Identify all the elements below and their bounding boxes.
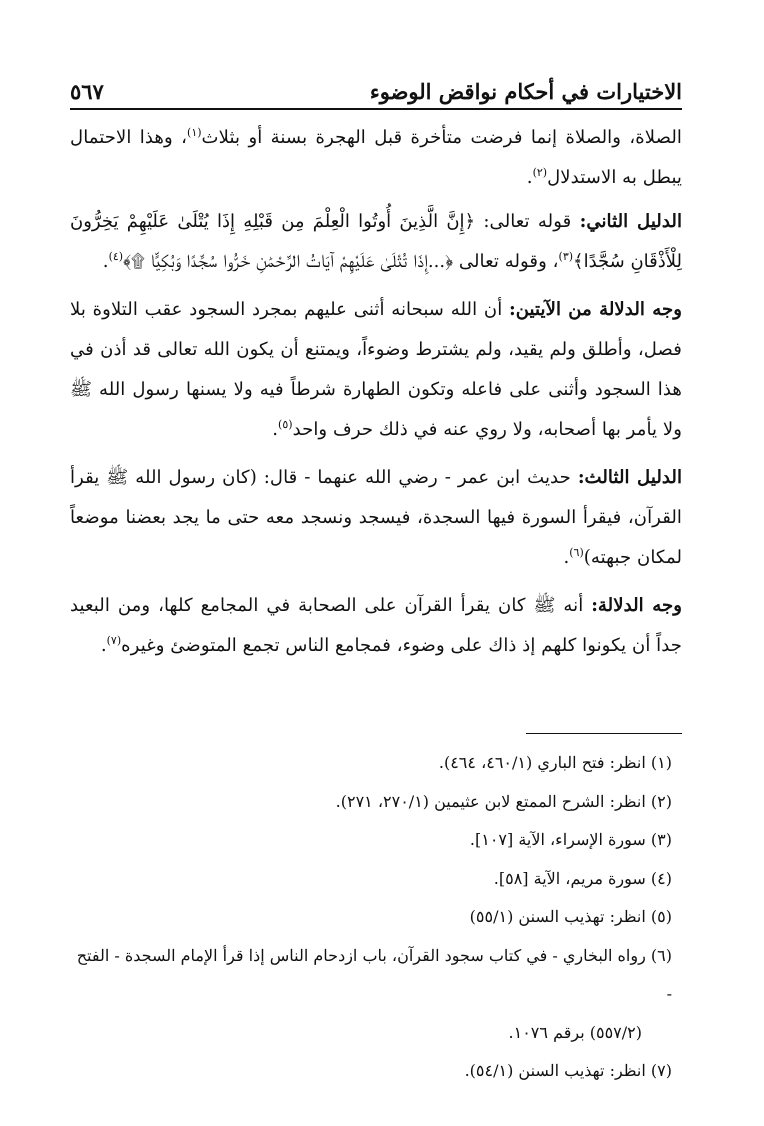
paragraph-text: أن الله سبحانه أثنى عليهم بمجرد السجود عقب التلاوة بلا فصل، وأطلق ولم يقيد، ولم يشترط وضوءاً، ويمتنع أن يكون الله تعالى قد أذن في هذا السجود وأثنى على فاعله وتكون الطهارة شرطاً فيه ولا يسنها رسول الله ﷺ ولا يأمر بها أصحابه، ولا روي عنه في ذلك حرف واحد [70,299,682,440]
paragraph-evidence-point [70,290,682,450]
footnote-item: (٥) انظر: تهذيب السنن (٥٥/١) [469,907,672,926]
paragraph-third-evidence [70,458,682,578]
footnote-item: (٣) سورة الإسراء، الآية [١٠٧]. [469,830,672,849]
paragraph-end: . [272,419,279,440]
paragraph-end: . [563,547,570,568]
footnote-item: (٧) انظر: تهذيب السنن (٥٤/١). [464,1061,672,1080]
quran-verse: ﴿...إِذَا تُتْلَىٰ عَلَيْهِمْ آيَاتُ الرَّحْمَٰنِ خَرُّوا سُجَّدًا وَبُكِيًّا ۩﴾ [123,251,454,272]
paragraph-text: قوله تعالى: [475,211,580,232]
footnote-ref: (٦) [569,545,584,559]
footnote-separator [526,733,682,734]
quran-verse: ﴿إِنَّ الَّذِينَ أُوتُوا الْعِلْمَ مِن قَبْلِهِ إِذَا يُتْلَىٰ عَلَيْهِمْ يَخِرُّونَ لِلْأَذْقَانِ سُجَّدًا﴾ [70,211,682,272]
running-header [70,70,682,110]
paragraph-text: أنه ﷺ كان يقرأ القرآن على الصحابة في المجامع كلها، ومن البعيد جداً أن يكونوا كلهم إذ ذاك على وضوء، فمجامع الناس تجمع المتوضئ وغيره [70,595,682,656]
paragraph-continuation [70,118,682,198]
footnote-ref: (٥) [278,417,293,431]
footnote-item: (٢) انظر: الشرح الممتع لابن عثيمين (٢٧٠/١، ٢٧١). [335,791,672,811]
paragraph-second-evidence [70,202,682,282]
main-text [70,118,682,674]
footnote-ref: (٢) [532,165,548,179]
paragraph-heading: الدليل الثالث: [577,467,683,488]
page-number: ٥٦٧ [70,79,104,104]
paragraph-text: ، وهذا الاحتمال يبطل به الاستدلال [70,127,682,188]
footnote-ref: (٧) [106,633,122,647]
paragraph-end: . [102,251,109,272]
paragraph-end: . [100,635,107,656]
footnote-ref: (٣) [558,249,574,263]
paragraph-heading: وجه الدلالة: [591,595,682,616]
paragraph-text: الصلاة، والصلاة إنما فرضت متأخرة قبل الهجرة بسنة أو بثلاث [201,127,682,148]
paragraph-text: حديث ابن عمر - رضي الله عنهما - قال: (كان رسول الله ﷺ يقرأ القرآن، فيقرأ السورة فيها السجدة، فيسجد ونسجد معه حتى ما يجد بعضنا موضعاً لمكان جبهته) [70,467,682,568]
header-title: الاختيارات في أحكام نواقض الوضوء [369,79,682,104]
footnote-item: (٦) رواه البخاري - في كتاب سجود القرآن، باب ازدحام الناس إذا قرأ الإمام السجدة - الفتح - [76,945,672,1003]
paragraph-heading: وجه الدلالة من الآيتين: [508,299,682,320]
paragraph-end: . [526,167,533,188]
footnote-item: (٤) سورة مريم، الآية [٥٨]. [493,868,672,888]
footnotes [70,744,672,1091]
footnote-ref: (٤) [108,249,124,263]
footnote-item-continuation: (٥٥٧/٢) برقم ١٠٧٦. [508,1022,642,1042]
paragraph-heading: الدليل الثاني: [579,211,682,232]
paragraph-evidence-point [70,586,682,666]
footnote-ref: (١) [187,125,202,139]
paragraph-text: ، وقوله تعالى [453,251,559,272]
footnote-item: (١) انظر: فتح الباري (٤٦٠/١، ٤٦٤). [438,753,672,772]
